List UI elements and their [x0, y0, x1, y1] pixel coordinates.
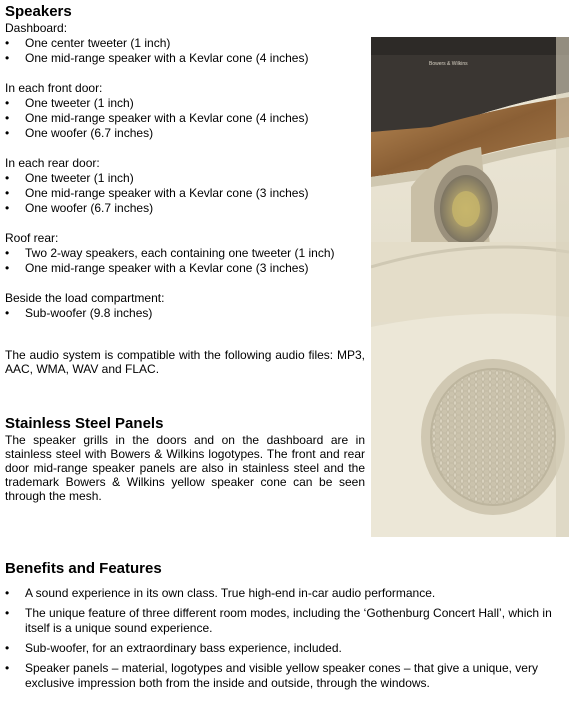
door-speaker-illustration	[371, 37, 569, 537]
list-item: • One woofer (6.7 inches)	[5, 126, 365, 141]
benefits-section	[5, 560, 570, 691]
group-rear-door	[5, 156, 365, 216]
panels-paragraph: The speaker grills in the doors and on the dashboard are in stainless steel with Bowers & Wilkins logotypes. The front and rear door mid-range speaker panels are also in stainless steel and the trademark Bowers & Wilkins yellow speaker cone can be seen through the mesh.	[5, 433, 365, 503]
list-item: • One woofer (6.7 inches)	[5, 201, 365, 216]
group-label: Beside the load compartment:	[5, 291, 165, 305]
group-front-door	[5, 81, 365, 141]
list-item: • The unique feature of three different room modes, including the ‘Gothenburg Concert Hall’, which in itself is a unique sound experience.	[5, 606, 570, 636]
group-list	[5, 306, 365, 321]
panels-heading: Stainless Steel Panels	[5, 415, 164, 432]
group-label: In each rear door:	[5, 156, 100, 170]
benefits-heading: Benefits and Features	[5, 560, 162, 577]
list-item: • One tweeter (1 inch)	[5, 96, 365, 111]
door-speaker-photo	[371, 37, 569, 537]
group-list	[5, 96, 365, 141]
group-list	[5, 246, 365, 276]
group-roof-rear	[5, 231, 365, 276]
list-item: • One center tweeter (1 inch)	[5, 36, 365, 51]
benefits-list	[5, 586, 570, 691]
compat-paragraph: The audio system is compatible with the following audio files: MP3, AAC, WMA, WAV and FLAC.	[5, 348, 365, 376]
group-dashboard	[5, 21, 365, 66]
group-label: Dashboard:	[5, 21, 68, 35]
list-item: • Sub-woofer (9.8 inches)	[5, 306, 365, 321]
group-label: Roof rear:	[5, 231, 59, 245]
group-list	[5, 36, 365, 66]
list-item: • A sound experience in its own class. True high-end in-car audio performance.	[5, 586, 570, 601]
group-load-compartment	[5, 291, 365, 321]
list-item: • Speaker panels – material, logotypes and visible yellow speaker cones – that give a unique, very exclusive impression both from the inside and outside, through the windows.	[5, 661, 570, 691]
group-list	[5, 171, 365, 216]
brand-logo: Bowers & Wilkins	[429, 61, 468, 67]
list-item: • One mid-range speaker with a Kevlar cone (4 inches)	[5, 51, 365, 66]
speakers-heading: Speakers	[5, 3, 72, 20]
group-label: In each front door:	[5, 81, 103, 95]
list-item: • Sub-woofer, for an extraordinary bass experience, included.	[5, 641, 570, 656]
list-item: • One mid-range speaker with a Kevlar cone (3 inches)	[5, 261, 365, 276]
speakers-column	[5, 3, 365, 503]
list-item: • One mid-range speaker with a Kevlar cone (4 inches)	[5, 111, 365, 126]
list-item: • One mid-range speaker with a Kevlar cone (3 inches)	[5, 186, 365, 201]
list-item: • One tweeter (1 inch)	[5, 171, 365, 186]
list-item: • Two 2-way speakers, each containing one tweeter (1 inch)	[5, 246, 365, 261]
